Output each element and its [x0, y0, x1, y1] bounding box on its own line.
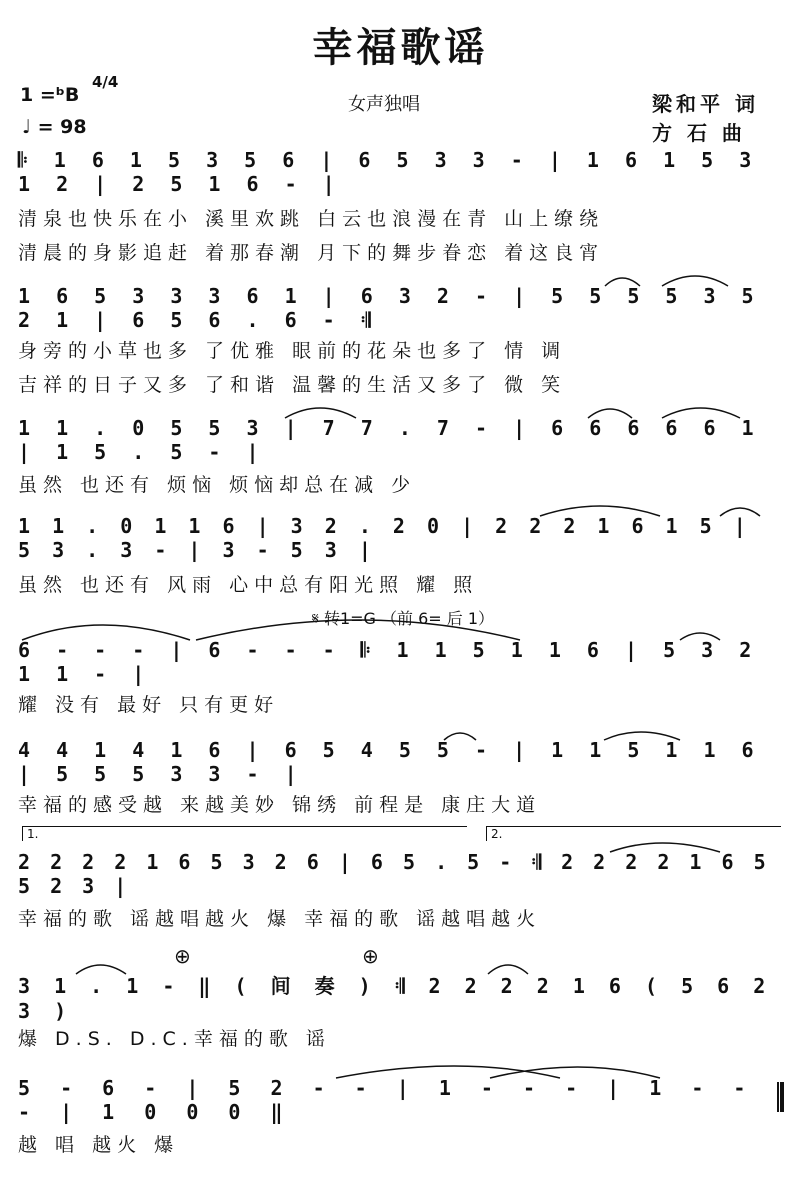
lyric-line: 吉祥的日子又多 了和谐 温馨的生活又多了 微 笑	[18, 374, 567, 396]
notation-line: 2 2 2 2 1 6 5 3 2 6 | 6 5 . 5 - 𝄇 2 2 2 2 1 6 5 5 2 3 |	[18, 850, 770, 898]
lyricist-credit: 梁和平 词	[652, 92, 759, 116]
notation-line: 4 4 1 4 1 6 | 6 5 4 5 5 - | 1 1 5 1 1 6 | 5 5 5 3 3 - |	[18, 738, 761, 786]
notation-system	[18, 516, 783, 560]
volta-first-ending: 1.	[22, 826, 467, 841]
volta-second-ending: 2.	[486, 826, 781, 841]
notation-line: 6 - - - | 6 - - - 𝄆 1 1 5 1 1 6 | 5 3 2 1 1 - |	[18, 638, 759, 686]
coda-sign: ⊕	[362, 944, 379, 968]
lyric-line: 越 唱 越火 爆	[18, 1134, 180, 1156]
notation-line: 1 1 . 0 5 5 3 | 7 7 . 7 - | 6 6 6 6 6 1 | 1 5 . 5 - |	[18, 416, 761, 464]
notation-system	[18, 640, 783, 684]
lyric-line: 虽然 也还有 烦恼 烦恼却总在减 少	[18, 474, 417, 496]
segno-modulation: 𝄋 转1=G （前 6= 后 1）	[312, 609, 495, 628]
notation-line: 1 6 5 3 3 3 6 1 | 6 3 2 - | 5 5 5 5 3 5 2 1 | 6 5 6 . 6 - 𝄇	[18, 284, 761, 332]
notation-system	[18, 418, 783, 462]
notation-line: 1 1 . 0 1 1 6 | 3 2 . 2 0 | 2 2 2 1 6 1 5 | 5 3 . 3 - | 3 - 5 3 |	[18, 514, 751, 562]
lyric-line: 幸福的感受越 来越美妙 锦绣 前程是 康庄大道	[18, 794, 542, 816]
lyric-line: 爆 D.S. D.C.幸福的歌 谣	[18, 1028, 331, 1050]
notation-system	[18, 286, 783, 330]
notation-line: 3 1 . 1 - ‖ ( 间 奏 ) 𝄇 2 2 2 2 1 6 ( 5 6 2 3 )	[18, 973, 772, 1023]
tempo-marking: ♩ = 98	[22, 116, 87, 138]
notation-system	[18, 150, 783, 194]
key-signature: 1 =ᵇB	[20, 84, 80, 106]
time-signature	[92, 74, 118, 90]
notation-system	[18, 1078, 783, 1122]
lyric-line: 虽然 也还有 风雨 心中总有阳光照 耀 照	[18, 574, 479, 596]
coda-sign: ⊕	[174, 944, 191, 968]
time-signature-value: 4/4	[92, 73, 119, 91]
lyric-line: 身旁的小草也多 了优雅 眼前的花朵也多了 情 调	[18, 340, 567, 362]
song-title: 幸福歌谣	[312, 24, 489, 71]
notation-system	[18, 740, 783, 784]
lyric-line: 清晨的身影追赶 着那春潮 月下的舞步眷恋 着这良宵	[18, 242, 605, 264]
lyric-line: 耀 没有 最好 只有更好	[18, 694, 280, 716]
notation-line: 5 - 6 - | 5 2 - - | 1 - - - | 1 - - - | 1 0 0 0 ‖	[18, 1076, 755, 1124]
notation-line: 𝄆 1 6 1 5 3 5 6 | 6 5 3 3 - | 1 6 1 5 3 1 2 | 2 5 1 6 - |	[18, 148, 759, 196]
composer-credit: 方 石 曲	[652, 121, 746, 145]
lyric-line: 清泉也快乐在小 溪里欢跳 白云也浪漫在青 山上缭绕	[18, 208, 605, 230]
notation-system	[18, 852, 783, 896]
notation-system	[18, 973, 783, 1023]
performance-style: 女声独唱	[348, 94, 420, 115]
lyric-line: 幸福的歌 谣越唱越火 爆 幸福的歌 谣越唱越火	[18, 908, 542, 930]
